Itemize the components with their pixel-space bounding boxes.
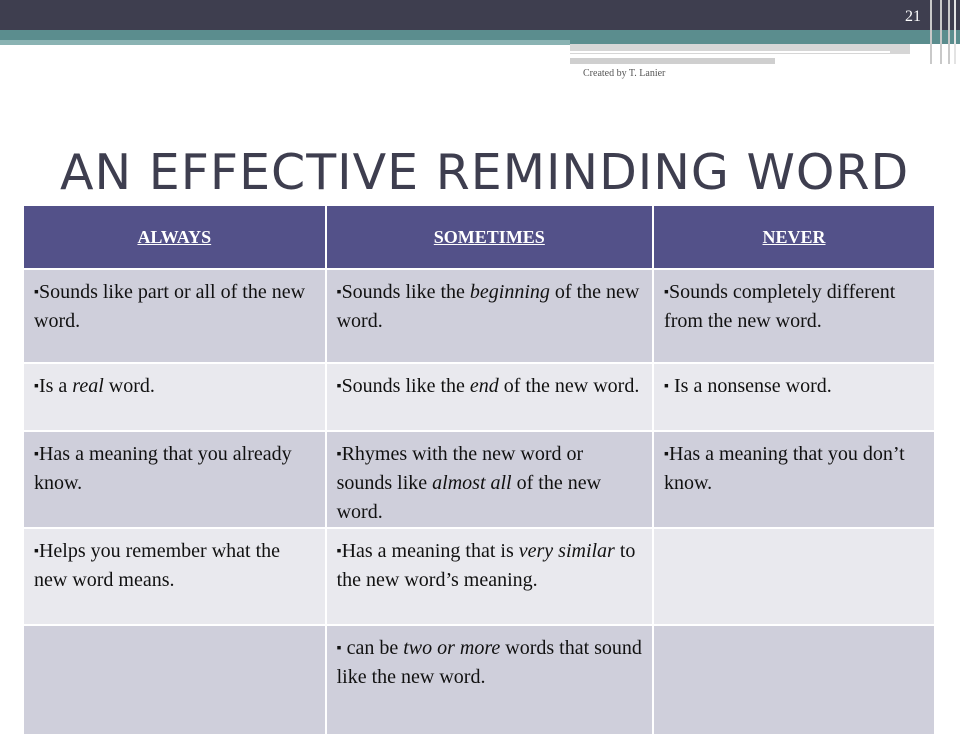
decor-vertical-line [940,0,942,64]
decor-vertical-line [930,0,932,64]
square-bullet-icon: ▪ [336,641,342,656]
cell-sometimes [326,431,653,528]
decor-vertical-line [948,0,950,64]
header-never: NEVER [653,206,935,269]
cell-always [24,269,326,363]
cell-text: Helps you remember what the new word means. [34,540,281,591]
square-bullet-icon: ▪ [664,285,669,300]
cell-never [653,363,935,431]
cell-text: two or more [403,637,501,659]
cell-sometimes [326,363,653,431]
square-bullet-icon: ▪ [664,447,669,462]
header-sometimes: SOMETIMES [326,206,653,269]
square-bullet-icon: ▪ [34,544,39,559]
header-always: ALWAYS [24,206,326,269]
table-row [24,625,935,735]
cell-text: Sounds like part or all of the new word. [34,281,306,332]
square-bullet-icon: ▪ [336,379,342,394]
cell-never [653,625,935,735]
cell-never [653,431,935,528]
square-bullet-icon: ▪ [34,447,39,462]
top-gray-band-lower [570,58,775,64]
cell-text: end [469,375,499,397]
cell-text: very similar [518,540,615,562]
cell-text: of the new word. [336,472,602,523]
reminding-word-table [24,206,936,736]
slide-title: AN EFFECTIVE REMINDING WORD [60,144,910,201]
cell-always [24,528,326,625]
cell-text: Sounds like the [341,281,470,303]
cell-text: Has a meaning that is [341,540,519,562]
creator-credit: Created by T. Lanier [583,68,666,79]
cell-text: beginning [469,281,550,303]
cell-sometimes [326,269,653,363]
square-bullet-icon: ▪ [336,285,342,300]
cell-text: almost all [432,472,512,494]
top-teal-light-band [0,40,570,45]
cell-text: real [72,375,104,397]
table-row [24,431,935,528]
cell-text: can be [341,637,404,659]
cell-text: to the new word’s meaning. [336,540,636,591]
top-bar [0,0,960,30]
cell-sometimes [326,625,653,735]
cell-never [653,528,935,625]
slide-number: 21 [905,8,921,25]
cell-always [24,431,326,528]
cell-text: Sounds completely different from the new word. [664,281,896,332]
square-bullet-icon: ▪ [664,379,669,394]
cell-text: Has a meaning that you already know. [34,443,292,494]
cell-always [24,625,326,735]
cell-text: of the new word. [336,281,640,332]
cell-text: words that sound like the new word. [336,637,642,688]
cell-text: word. [103,375,155,397]
square-bullet-icon: ▪ [34,285,39,300]
square-bullet-icon: ▪ [336,544,342,559]
cell-text: of the new word. [498,375,640,397]
table-row [24,269,935,363]
cell-text: Is a nonsense word. [669,375,832,397]
square-bullet-icon: ▪ [336,447,342,462]
cell-text: Is a [38,375,73,397]
table-row [24,363,935,431]
decor-vertical-line [954,0,956,64]
cell-never [653,269,935,363]
cell-text: Sounds like the [341,375,470,397]
cell-text: Rhymes with the new word or sounds like [336,443,584,494]
table-row [24,528,935,625]
cell-text: Has a meaning that you don’t know. [664,443,905,494]
cell-always [24,363,326,431]
top-white-line [570,51,890,53]
square-bullet-icon: ▪ [34,379,39,394]
cell-sometimes [326,528,653,625]
